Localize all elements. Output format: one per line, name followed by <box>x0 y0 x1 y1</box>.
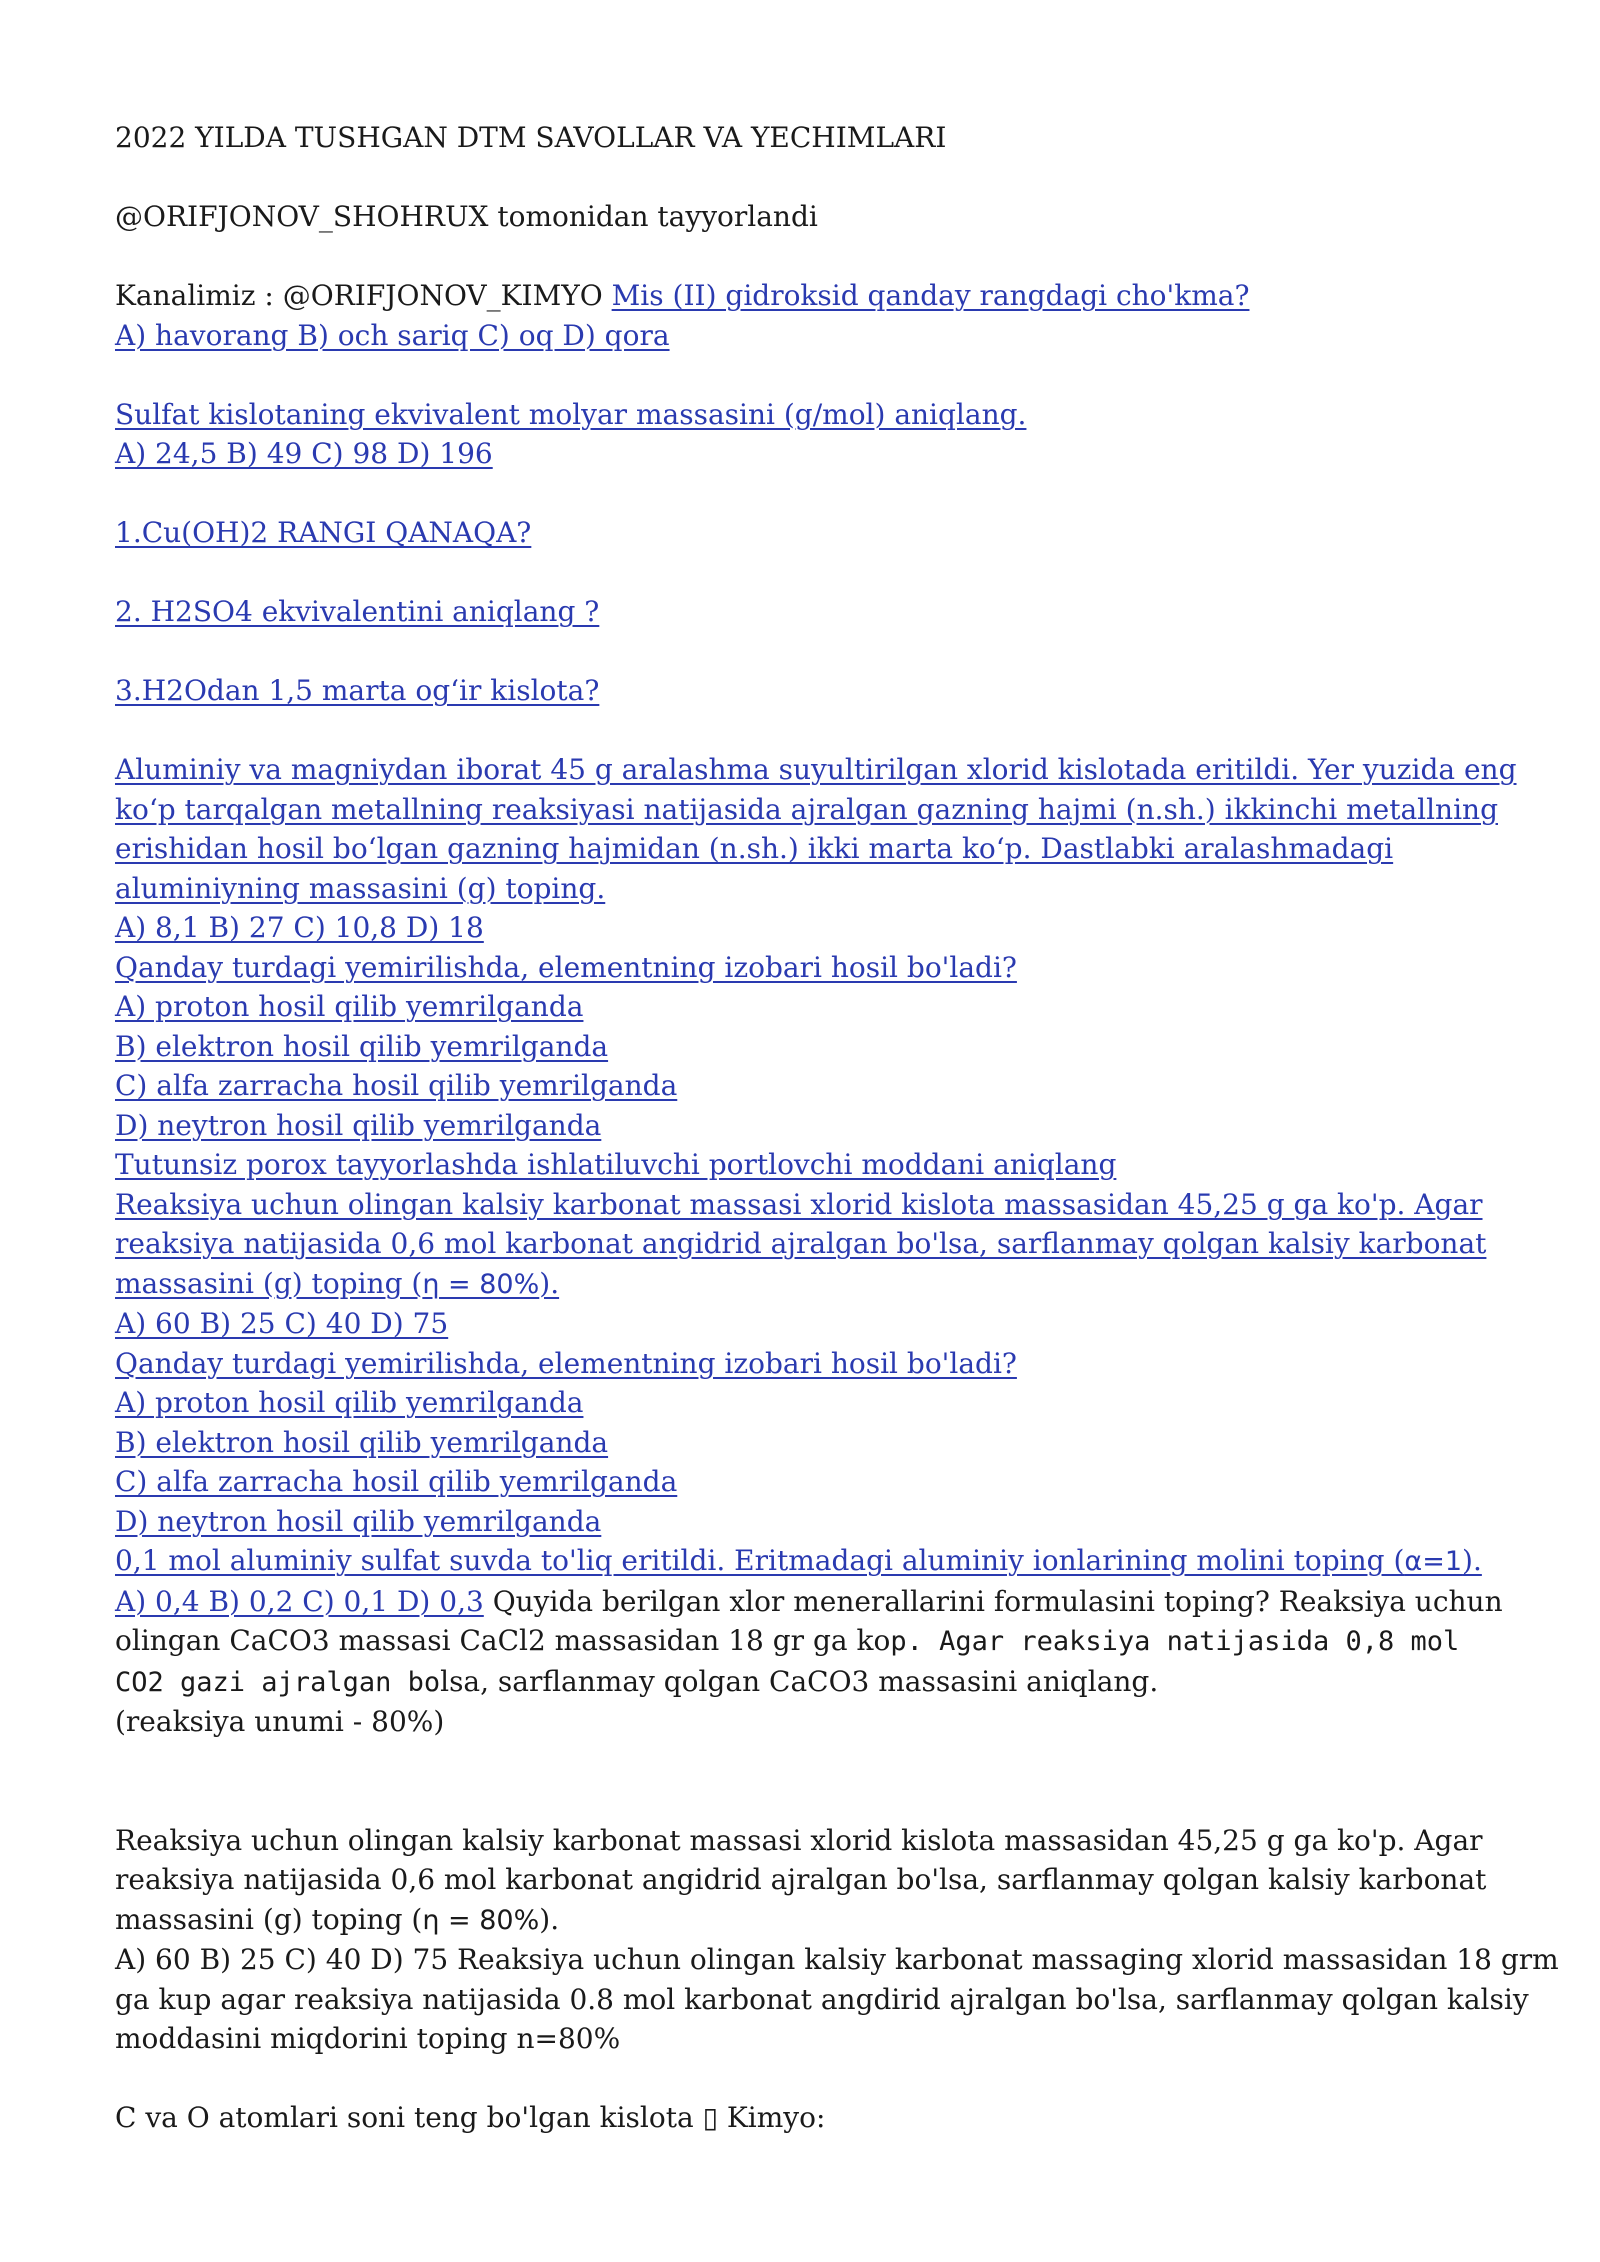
q8-options-link[interactable]: A) 0,4 B) 0,2 C) 0,1 D) 0,3 <box>115 1584 484 1618</box>
plain-q-line-1: Reaksiya uchun olingan kalsiy karbonat massasi xlorid kislota massasidan 45,25 g ga ko'p. Agar <box>115 1823 1483 1857</box>
q6-eta: η = 80% <box>422 1268 540 1300</box>
text-block-line-2-mono: p. Agar reaksiya natijasida 0,8 mol <box>890 1626 1460 1657</box>
q1-options-link[interactable]: A) havorang B) och sariq C) oq D) qora <box>115 318 670 352</box>
text-block-line-2-start: olingan CaCO3 massasi CaCl2 massasidan 18 gr ga ko <box>115 1624 891 1657</box>
list-item-1-link[interactable]: 1.Cu(OH)2 RANGI QANAQA? <box>115 516 532 549</box>
list-item-2-link[interactable]: 2. H2SO4 ekvivalentini aniqlang ? <box>115 595 600 628</box>
document-page <box>115 118 1559 2138</box>
q3-line-3-link[interactable]: erishidan hosil bo‘lgan gazning hajmidan (n.sh.) ikki marta ko‘p. Dastlabki aralashmadagi <box>115 832 1394 865</box>
q4-option-a-link[interactable]: A) proton hosil qilib yemrilganda <box>115 990 584 1023</box>
plain-q-line-2: reaksiya natijasida 0,6 mol karbonat angidrid ajralgan bo'lsa, sarflanmay qolgan kalsiy karbonat <box>115 1863 1487 1896</box>
q6-line-3-link[interactable] <box>115 1264 1515 1305</box>
q8-question-start: 0,1 mol aluminiy sulfat suvda to'liq eritildi. Eritmadagi aluminiy ionlarining molini toping ( <box>115 1544 1405 1577</box>
q4-option-d-link[interactable]: D) neytron hosil qilib yemrilganda <box>115 1108 602 1142</box>
q7-option-b-link[interactable]: B) elektron hosil qilib yemrilganda <box>115 1425 609 1459</box>
q6-line-1-link[interactable]: Reaksiya uchun olingan kalsiy karbonat massasi xlorid kislota massasidan 45,25 g ga ko'p. Agar <box>115 1187 1483 1221</box>
text-block-line-2 <box>115 1621 1515 1662</box>
text-block-line-3-mono: CO2 gazi ajralgan bo <box>115 1666 441 1698</box>
q3-line-2-link[interactable]: ko‘p tarqalgan metallning reaksiyasi natijasida ajralgan gazning hajmi (n.sh.) ikkinchi metallning <box>115 792 1498 826</box>
q6-line-2-link[interactable]: reaksiya natijasida 0,6 mol karbonat angidrid ajralgan bo'lsa, sarflanmay qolgan kalsiy karbonat <box>115 1227 1487 1260</box>
q2-question-link[interactable]: Sulfat kislotaning ekvivalent molyar massasini (g/mol) aniqlang. <box>115 397 1027 431</box>
q4-option-b-link[interactable]: B) elektron hosil qilib yemrilganda <box>115 1029 609 1063</box>
channel-line <box>115 276 1515 316</box>
q3-line-4-link[interactable]: aluminiyning massasini (g) toping. <box>115 871 606 905</box>
plain-q-line-3-start: massasini (g) toping ( <box>115 1902 423 1936</box>
q8-question-link[interactable] <box>115 1541 1515 1582</box>
text-block-line-3 <box>115 1662 1515 1703</box>
plain-q-line-3 <box>115 1900 1515 1941</box>
q3-line-1-link[interactable]: Aluminiy va magniydan iborat 45 g aralashma suyultirilgan xlorid kislotada eritildi. Yer yuzida eng <box>115 753 1517 786</box>
q6-line-3-start: massasini (g) toping ( <box>115 1266 423 1300</box>
text-block-line-4: (reaksiya unumi - 80%) <box>115 1705 445 1738</box>
text-block-line-3-end: lsa, sarflanmay qolgan CaCO3 massasini aniqlang. <box>440 1664 1159 1698</box>
q5-question-link[interactable]: Tutunsiz porox tayyorlashda ishlatiluvchi portlovchi moddani aniqlang <box>115 1148 1117 1181</box>
q7-option-d-link[interactable]: D) neytron hosil qilib yemrilganda <box>115 1504 602 1538</box>
list-item-3-link[interactable]: 3.H2Odan 1,5 marta og‘ir kislota? <box>115 674 600 707</box>
q8-alpha: α=1 <box>1404 1546 1463 1577</box>
footer-line: C va O atomlari soni teng bo'lgan kislota ▯ Kimyo: <box>115 2101 826 2134</box>
q7-option-c-link[interactable]: C) alfa zarracha hosil qilib yemrilganda <box>115 1465 678 1498</box>
q6-options-link[interactable]: A) 60 B) 25 C) 40 D) 75 <box>115 1307 449 1340</box>
plain-q-eta: η = 80% <box>422 1904 540 1936</box>
author-line: @ORIFJONOV_SHOHRUX tomonidan tayyorlandi <box>115 200 818 233</box>
q1-question-link[interactable]: Mis (II) gidroksid qanday rangdagi cho'kma? <box>611 279 1250 312</box>
plain-q-line-4: A) 60 B) 25 C) 40 D) 75 Reaksiya uchun olingan kalsiy karbonat massaging xlorid massasidan 18 grm <box>115 1943 1559 1976</box>
q2-options-link[interactable]: A) 24,5 B) 49 C) 98 D) 196 <box>115 437 493 470</box>
plain-q-line-6: moddasini miqdorini toping n=80% <box>115 2022 621 2055</box>
channel-prefix: Kanalimiz : @ORIFJONOV_KIMYO <box>115 279 612 312</box>
q7-option-a-link[interactable]: A) proton hosil qilib yemrilganda <box>115 1386 584 1419</box>
document-title: 2022 YILDA TUSHGAN DTM SAVOLLAR VA YECHIMLARI <box>115 121 947 154</box>
plain-q-line-5: ga kup agar reaksiya natijasida 0.8 mol karbonat angdirid ajralgan bo'lsa, sarflanmay qolgan kalsiy <box>115 1982 1529 2016</box>
text-block-line-1: Quyida berilgan xlor menerallarini formulasini toping? Reaksiya uchun <box>483 1584 1503 1618</box>
plain-q-line-3-end: ). <box>539 1902 560 1936</box>
q8-options-row <box>115 1582 1515 1622</box>
q3-options-link[interactable]: A) 8,1 B) 27 C) 10,8 D) 18 <box>115 911 484 944</box>
q6-line-3-end: ). <box>539 1266 560 1300</box>
q8-question-end: ). <box>1462 1544 1482 1577</box>
q4-question-link[interactable]: Qanday turdagi yemirilishda, elementning izobari hosil bo'ladi? <box>115 950 1017 984</box>
q7-question-link[interactable]: Qanday turdagi yemirilishda, elementning izobari hosil bo'ladi? <box>115 1346 1017 1380</box>
q4-option-c-link[interactable]: C) alfa zarracha hosil qilib yemrilganda <box>115 1069 678 1102</box>
